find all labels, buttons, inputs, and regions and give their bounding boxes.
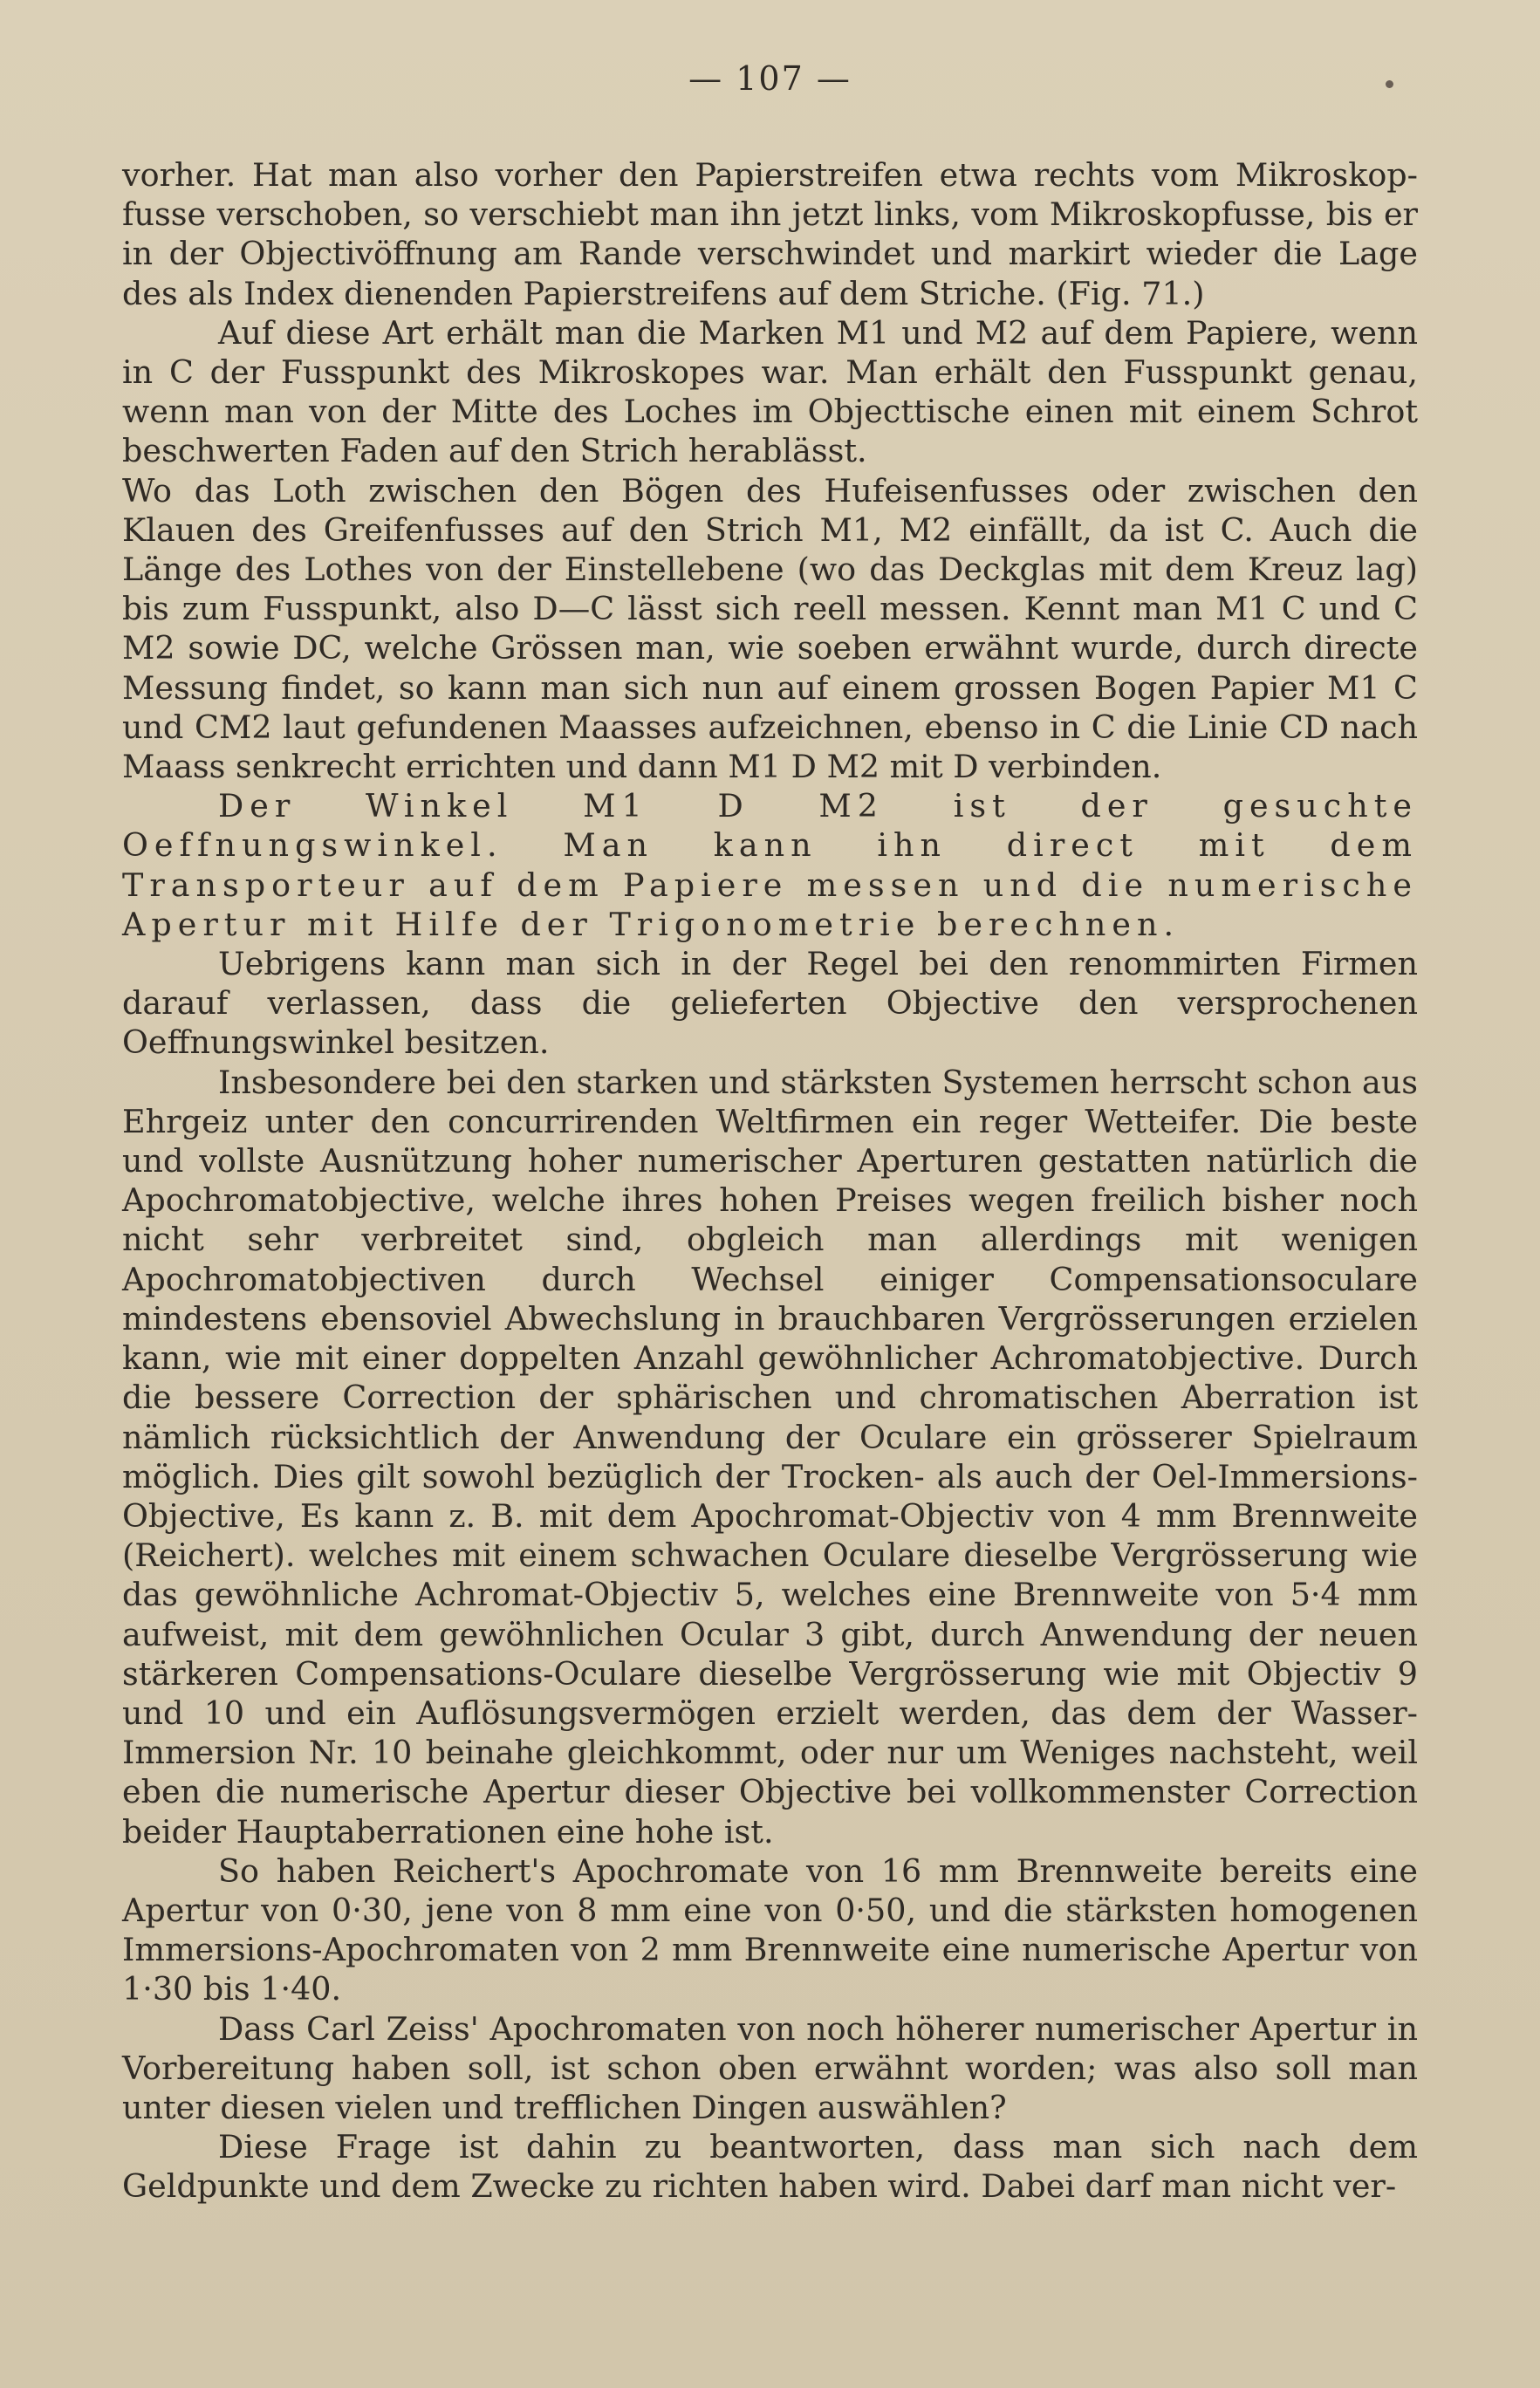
paragraph: vorher. Hat man also vorher den Papierstreifen etwa rechts vom Mikroskop-fusse verschoben, so verschiebt man ihn jetzt links, vom Mikroskopfusse, bis er in der Objectivöffnung am Rande verschwindet und markirt wieder die Lage des als Index dienenden Papierstreifens auf dem Striche. (Fig. 71.) xyxy=(122,156,1418,312)
paragraph: Dass Carl Zeiss' Apochromaten von noch höherer numerischer Apertur in Vorbereitung haben soll, ist schon oben erwähnt worden; was also soll man unter diesen vielen und trefflichen Dingen auswählen? xyxy=(122,2009,1418,2126)
paragraph: Auf diese Art erhält man die Marken M1 und M2 auf dem Papiere, wenn in C der Fusspunkt des Mikroskopes war. Man erhält den Fusspunkt genau, wenn man von der Mitte des Loches im Objecttische einen mit einem Schrot beschwerten Faden auf den Strich herablässt. xyxy=(122,313,1418,470)
page-number: — 107 — xyxy=(688,59,852,98)
paragraph: Diese Frage ist dahin zu beantworten, dass man sich nach dem Geldpunkte und dem Zwecke zu richten haben wird. Dabei darf man nicht ver- xyxy=(122,2128,1418,2206)
paragraph-spaced: Der Winkel M1 D M2 ist der gesuchte Oeffnungswinkel. Man kann ihn direct mit dem Transporteur auf dem Papiere messen und die numerische Apertur mit Hilfe der Trigonometrie berechnen. xyxy=(122,787,1418,943)
paragraph: Uebrigens kann man sich in der Regel bei den renommirten Firmen darauf verlassen, dass die gelieferten Objective den versprochenen Oeffnungswinkel besitzen. xyxy=(122,945,1418,1062)
ink-speck xyxy=(1386,80,1393,88)
paragraph: Wo das Loth zwischen den Bögen des Hufeisenfusses oder zwischen den Klauen des Greifenfusses auf den Strich M1, M2 einfällt, da ist C. Auch die Länge des Lothes von der Einstellebene (wo das Deckglas mit dem Kreuz lag) bis zum Fusspunkt, also D—C lässt sich reell messen. Kennt man M1 C und C M2 sowie DC, welche Grössen man, wie soeben erwähnt wurde, durch directe Messung findet, so kann man sich nun auf einem grossen Bogen Papier M1 C und CM2 laut gefundenen Maasses aufzeichnen, ebenso in C die Linie CD nach Maass senkrecht errichten und dann M1 D M2 mit D verbinden. xyxy=(122,471,1418,786)
paragraph: So haben Reichert's Apochromate von 16 mm Brennweite bereits eine Apertur von 0·30, jene von 8 mm eine von 0·50, und die stärksten homogenen Immersions-Apochromaten von 2 mm Brennweite eine numerische Apertur von 1·30 bis 1·40. xyxy=(122,1851,1418,2008)
paragraph: Insbesondere bei den starken und stärksten Systemen herrscht schon aus Ehrgeiz unter den concurrirenden Weltfirmen ein reger Wetteifer. Die beste und vollste Ausnützung hoher numerischer Aperturen gestatten natürlich die Apochromatobjective, welche ihres hohen Preises wegen freilich bisher noch nicht sehr verbreitet sind, obgleich man allerdings mit wenigen Apochromatobjectiven durch Wechsel einiger Compensationsoculare mindestens ebensoviel Abwechslung in brauchbaren Vergrösserungen erzielen kann, wie mit einer doppelten Anzahl gewöhnlicher Achromatobjective. Durch die bessere Correction der sphärischen und chromatischen Aberration ist nämlich rücksichtlich der Anwendung der Oculare ein grösserer Spielraum möglich. Dies gilt sowohl bezüglich der Trocken- als auch der Oel-Immersions-Objective, Es kann z. B. mit dem Apochromat-Objectiv von 4 mm Brennweite (Reichert). welches mit einem schwachen Oculare dieselbe Vergrösserung wie das gewöhnliche Achromat-Objectiv 5, welches eine Brennweite von 5·4 mm aufweist, mit dem gewöhnlichen Ocular 3 gibt, durch Anwendung der neuen stärkeren Compensations-Oculare dieselbe Vergrösserung wie mit Objectiv 9 und 10 und ein Auflösungsvermögen erzielt werden, das dem der Wasser-Immersion Nr. 10 beinahe gleichkommt, oder nur um Weniges nachsteht, weil eben die numerische Apertur dieser Objective bei vollkommenster Correction beider Hauptaberrationen eine hohe ist. xyxy=(122,1063,1418,1851)
body-text xyxy=(122,155,1418,2207)
